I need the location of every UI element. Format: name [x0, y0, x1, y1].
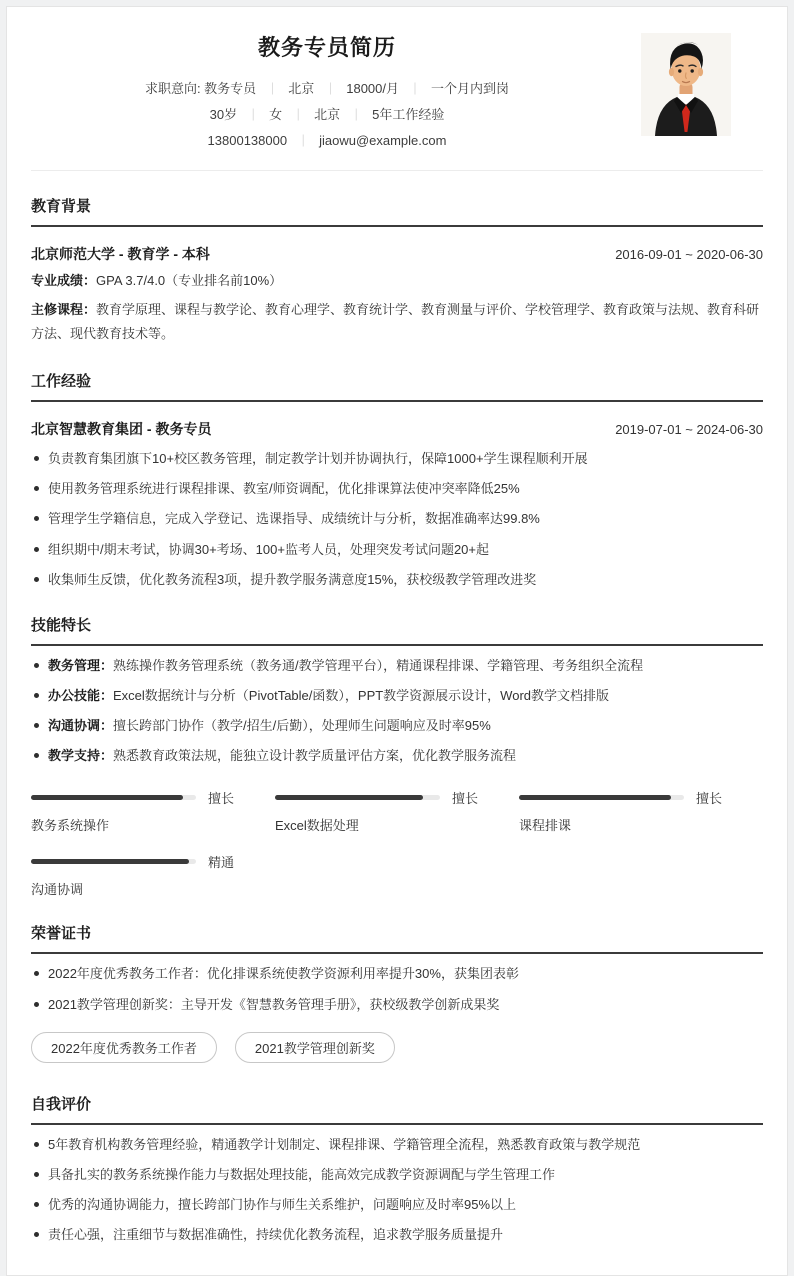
- self-eval-bullet: 优秀的沟通协调能力，擅长跨部门协作与师生关系维护，问题响应及时率95%以上: [31, 1195, 763, 1215]
- contact-item-intent: 求职意向: 教务专员: [144, 81, 257, 96]
- honor-bullet: 2021教学管理创新奖：主导开发《智慧教务管理手册》，获校级教学创新成果奖: [31, 995, 763, 1015]
- self-eval-bullet-list: [31, 1135, 763, 1246]
- contact-item-salary: 18000/月: [346, 81, 399, 96]
- section-education: [31, 195, 763, 346]
- section-skills: [31, 614, 763, 919]
- contact-line-intent: [31, 76, 623, 102]
- skill-level-label: 擅长: [451, 790, 478, 806]
- contact-separator: ｜: [266, 82, 279, 96]
- section-title-education: 教育背景: [31, 195, 763, 227]
- work-entry-head: [31, 419, 763, 439]
- self-eval-bullet: 责任心强，注重细节与数据准确性，持续优化教务流程，追求教学服务质量提升: [31, 1225, 763, 1245]
- contact-separator: ｜: [409, 82, 422, 96]
- section-self-evaluation: [31, 1093, 763, 1246]
- page-title: 教务专员简历: [257, 35, 396, 60]
- contact-item-experience: 5年工作经验: [372, 107, 445, 122]
- contact-separator: ｜: [324, 82, 337, 96]
- skill-bar-fill: [31, 859, 189, 864]
- section-title-work: 工作经验: [31, 370, 763, 402]
- gpa-row: [31, 269, 763, 293]
- skill-bars: [31, 790, 763, 918]
- honor-bullet: 2022年度优秀教务工作者：优化排课系统使教学资源利用率提升30%，获集团表彰: [31, 964, 763, 984]
- contact-item-phone: 13800138000: [207, 133, 288, 148]
- skill-bullet: [31, 716, 763, 736]
- skill-bar-item: [275, 790, 519, 834]
- skill-bar-fill: [519, 795, 671, 800]
- skill-bar-name: Excel数据处理: [274, 818, 359, 834]
- honor-tags: [31, 1032, 763, 1063]
- profile-photo: [641, 33, 731, 136]
- work-bullet-list: [31, 449, 763, 590]
- section-title-skills: 技能特长: [31, 614, 763, 646]
- section-honors: [31, 922, 763, 1062]
- skill-level-label: 擅长: [208, 790, 235, 806]
- skill-bar-name: 沟通协调: [31, 882, 84, 898]
- skill-bar-fill: [275, 795, 424, 800]
- courses-value: 教育学原理、课程与教学论、教育心理学、教育统计学、教育测量与评价、学校管理学、教育政策与法规、教育科研方法、现代教育技术等。: [31, 302, 760, 342]
- degree-line: 北京师范大学 - 教育学 - 本科: [31, 246, 210, 262]
- skill-text: 擅长跨部门协作（教学/招生/后勤），处理师生问题响应及时率95%: [113, 718, 491, 734]
- contact-item-gender: 女: [269, 107, 283, 122]
- skill-label: 教学支持：: [48, 748, 114, 764]
- section-work: [31, 370, 763, 590]
- resume-page: [6, 6, 788, 1276]
- skill-bullet: [31, 686, 763, 706]
- work-bullet: 收集师生反馈，优化教务流程3项，提升教学服务满意度15%，获校级教学管理改进奖: [31, 570, 763, 590]
- skill-level-label: 精通: [208, 854, 235, 870]
- skill-level-label: 擅长: [695, 790, 722, 806]
- education-entry-head: [31, 244, 763, 264]
- contact-item-age: 30岁: [209, 107, 238, 122]
- section-title-self-evaluation: 自我评价: [31, 1093, 763, 1125]
- work-bullet: 管理学生学籍信息，完成入学登记、选课指导、成绩统计与分析，数据准确率达99.8%: [31, 509, 763, 529]
- skill-bar-item: [31, 790, 275, 834]
- company-line: 北京智慧教育集团 - 教务专员: [31, 421, 212, 438]
- skill-bar-row: [519, 790, 763, 804]
- work-bullet: 负责教育集团旗下10+校区教务管理，制定教学计划并协调执行，保障1000+学生课程顺利开展: [31, 449, 763, 469]
- work-bullet: 使用教务管理系统进行课程排课、教室/师资调配，优化排课算法使冲突率降低25%: [31, 479, 763, 499]
- work-date-range: 2019-07-01 ~ 2024-06-30: [615, 422, 763, 438]
- skill-bullet-list: [31, 656, 763, 767]
- section-title-honors: 荣誉证书: [31, 922, 763, 954]
- courses-row: [31, 298, 763, 346]
- skill-bar-track: [519, 795, 684, 800]
- skill-text: 熟悉教育政策法规，能独立设计教学质量评估方案，优化教学服务流程: [113, 748, 517, 764]
- contact-item-email: jiaowu@example.com: [319, 133, 447, 148]
- skill-bar-track: [275, 795, 440, 800]
- skill-bar-row: [31, 854, 275, 868]
- skill-text: 熟练操作教务管理系统（教务通/教学管理平台），精通课程排课、学籍管理、考务组织全流程: [113, 657, 644, 673]
- skill-bar-item: [31, 854, 275, 898]
- skill-bullet: [31, 656, 763, 676]
- skill-bar-track: [31, 859, 196, 864]
- self-eval-bullet: 具备扎实的教务系统操作能力与数据处理技能，能高效完成教学资源调配与学生管理工作: [31, 1165, 763, 1185]
- honor-tag: 2021教学管理创新奖: [235, 1032, 395, 1063]
- skill-bar-fill: [31, 795, 183, 800]
- honor-bullet-list: [31, 964, 763, 1014]
- gpa-label: 专业成绩：: [31, 273, 97, 288]
- contact-separator: ｜: [297, 134, 310, 148]
- skill-bar-row: [31, 790, 275, 804]
- contact-line-reach: [31, 128, 623, 154]
- header-text-block: [31, 31, 623, 154]
- self-eval-bullet: 5年教育机构教务管理经验，精通教学计划制定、课程排课、学籍管理全流程，熟悉教育政策与教学规范: [31, 1135, 763, 1155]
- contact-separator: ｜: [350, 108, 363, 122]
- person-avatar-illustration: [641, 33, 731, 136]
- honor-tag: 2022年度优秀教务工作者: [31, 1032, 217, 1063]
- contact-separator: ｜: [292, 108, 305, 122]
- skill-bullet: [31, 746, 763, 766]
- contact-line-personal: [31, 102, 623, 128]
- contact-item-availability: 一个月内到岗: [431, 81, 510, 96]
- education-date-range: 2016-09-01 ~ 2020-06-30: [615, 247, 763, 262]
- skill-bar-row: [275, 790, 519, 804]
- work-bullet: 组织期中/期末考试，协调30+考场、100+监考人员，处理突发考试问题20+起: [31, 540, 763, 560]
- skill-bar-name: 教务系统操作: [31, 818, 110, 834]
- skill-bar-track: [31, 795, 196, 800]
- skill-text: Excel数据统计与分析（PivotTable/函数），PPT教学资源展示设计，Word教学文档排版: [113, 687, 610, 703]
- contact-separator: ｜: [247, 108, 260, 122]
- contact-item-city: 北京: [288, 81, 315, 96]
- skill-label: 沟通协调：: [48, 718, 114, 734]
- resume-header: [31, 31, 763, 171]
- contact-item-location: 北京: [314, 107, 341, 122]
- skill-label: 办公技能：: [48, 687, 114, 703]
- skill-label: 教务管理：: [48, 657, 114, 673]
- gpa-value: GPA 3.7/4.0（专业排名前10%）: [96, 273, 283, 288]
- skill-bar-name: 课程排课: [518, 818, 571, 834]
- courses-label: 主修课程：: [31, 302, 97, 318]
- skill-bar-item: [519, 790, 763, 834]
